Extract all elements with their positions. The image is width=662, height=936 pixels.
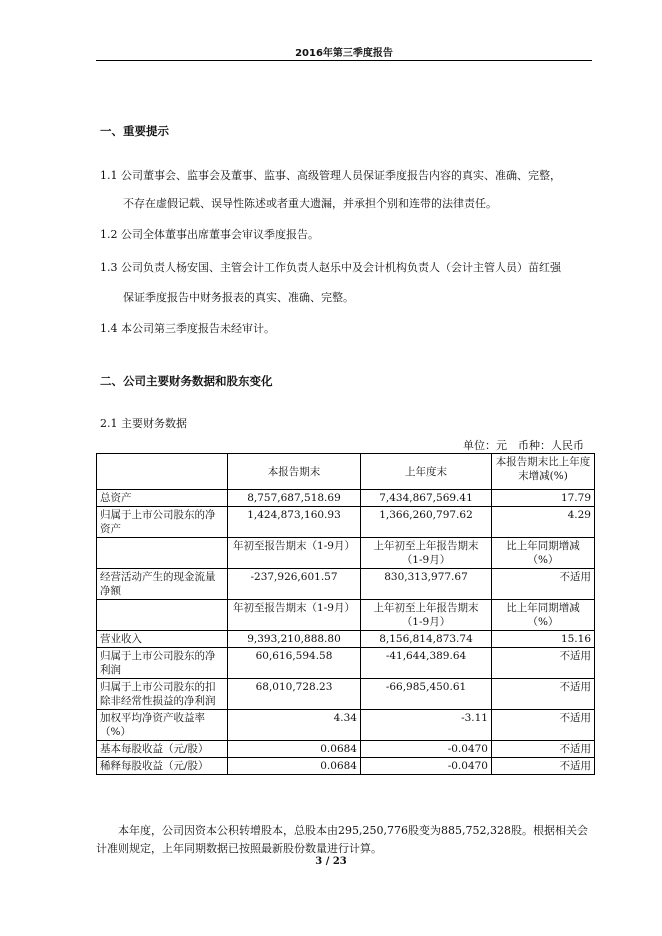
table-cell-value: 8,757,687,518.69	[228, 490, 361, 507]
table-cell	[97, 600, 228, 631]
table-header-cell: 比上年同期增减（%）	[492, 600, 595, 631]
table-cell-label: 基本每股收益（元/股）	[97, 741, 228, 758]
table-cell-value: -0.0470	[361, 741, 492, 758]
table-header-cell: 年初至报告期末（1-9月）	[228, 600, 361, 631]
table-cell-label: 稀释每股收益（元/股）	[97, 758, 228, 775]
table-row	[97, 631, 595, 648]
table-cell-value: 8,156,814,873.74	[361, 631, 492, 648]
table-header-row	[97, 600, 595, 631]
table-cell-value: 4.29	[492, 507, 595, 538]
table-cell-label: 归属于上市公司股东的扣除非经常性损益的净利润	[97, 679, 228, 710]
item-1-3-line1: 1.3 公司负责人杨安国、主管会计工作负责人赵乐中及会计机构负责人（会计主管人员）苗红强	[100, 261, 561, 274]
item-1-3-line2: 保证季度报告中财务报表的真实、准确、完整。	[123, 291, 354, 304]
table-cell-label: 加权平均净资产收益率（%）	[97, 710, 228, 741]
report-header-title: 2016年第三季度报告	[295, 48, 393, 59]
section2-subtitle: 2.1 主要财务数据	[100, 417, 187, 430]
unit-currency-label: 单位：元 币种：人民币	[463, 439, 584, 452]
table-row	[97, 648, 595, 679]
table-cell-label: 营业收入	[97, 631, 228, 648]
table-row	[97, 679, 595, 710]
financial-data-table	[96, 453, 595, 775]
section1-title: 一、重要提示	[100, 124, 169, 138]
table-header-row	[97, 538, 595, 569]
table-cell-value: 830,313,977.67	[361, 569, 492, 600]
table-cell-value: 15.16	[492, 631, 595, 648]
table-cell-value: 7,434,867,569.41	[361, 490, 492, 507]
table-row	[97, 758, 595, 775]
table-cell	[97, 454, 228, 490]
table-header-cell: 上年度末	[361, 454, 492, 490]
table-cell-value: 1,424,873,160.93	[228, 507, 361, 538]
table-cell-value: -237,926,601.57	[228, 569, 361, 600]
table-header-cell: 上年初至上年报告期末（1-9月）	[361, 538, 492, 569]
table-footnote: 本年度，公司因资本公积转增股本，总股本由295,250,776股变为885,752,328股。根据相关会计准则规定，上年同期数据已按照最新股份数量进行计算。	[96, 824, 588, 855]
page-number: 3 / 23	[315, 856, 347, 867]
table-header-cell: 本报告期末比上年度末增减(%)	[492, 454, 595, 490]
table-row	[97, 569, 595, 600]
item-1-4: 1.4 本公司第三季度报告未经审计。	[100, 322, 275, 335]
table-cell-value: -0.0470	[361, 758, 492, 775]
table-cell-value: 68,010,728.23	[228, 679, 361, 710]
table-cell-label: 归属于上市公司股东的净利润	[97, 648, 228, 679]
item-1-1-line2: 不存在虚假记载、误导性陈述或者重大遗漏，并承担个别和连带的法律责任。	[123, 197, 497, 210]
section2-title: 二、公司主要财务数据和股东变化	[100, 374, 273, 388]
table-header-row	[97, 454, 595, 490]
table-row	[97, 490, 595, 507]
table-cell-value: 4.34	[228, 710, 361, 741]
table-cell-value: 不适用	[492, 741, 595, 758]
item-1-2: 1.2 公司全体董事出席董事会审议季度报告。	[100, 228, 319, 241]
table-cell-value: 不适用	[492, 569, 595, 600]
table-cell-value: 不适用	[492, 648, 595, 679]
table-cell-value: 1,366,260,797.62	[361, 507, 492, 538]
header-divider	[96, 60, 592, 61]
table-row	[97, 741, 595, 758]
table-cell-value: 0.0684	[228, 758, 361, 775]
table-cell-value: -41,644,389.64	[361, 648, 492, 679]
table-header-cell: 年初至报告期末（1-9月）	[228, 538, 361, 569]
table-cell-value: 60,616,594.58	[228, 648, 361, 679]
table-cell-label: 归属于上市公司股东的净资产	[97, 507, 228, 538]
table-header-cell: 上年初至上年报告期末（1-9月）	[361, 600, 492, 631]
table-cell-value: 17.79	[492, 490, 595, 507]
table-cell-value: 不适用	[492, 710, 595, 741]
table-cell-value: 9,393,210,888.80	[228, 631, 361, 648]
table-cell	[97, 538, 228, 569]
table-row	[97, 507, 595, 538]
table-cell-label: 总资产	[97, 490, 228, 507]
table-header-cell: 本报告期末	[228, 454, 361, 490]
table-cell-value: -3.11	[361, 710, 492, 741]
table-cell-value: 不适用	[492, 758, 595, 775]
table-row	[97, 710, 595, 741]
table-cell-value: 0.0684	[228, 741, 361, 758]
table-cell-value: 不适用	[492, 679, 595, 710]
table-cell-label: 经营活动产生的现金流量净额	[97, 569, 228, 600]
item-1-1-line1: 1.1 公司董事会、监事会及董事、监事、高级管理人员保证季度报告内容的真实、准确、完整，	[100, 169, 561, 182]
table-header-cell: 比上年同期增减（%）	[492, 538, 595, 569]
table-cell-value: -66,985,450.61	[361, 679, 492, 710]
